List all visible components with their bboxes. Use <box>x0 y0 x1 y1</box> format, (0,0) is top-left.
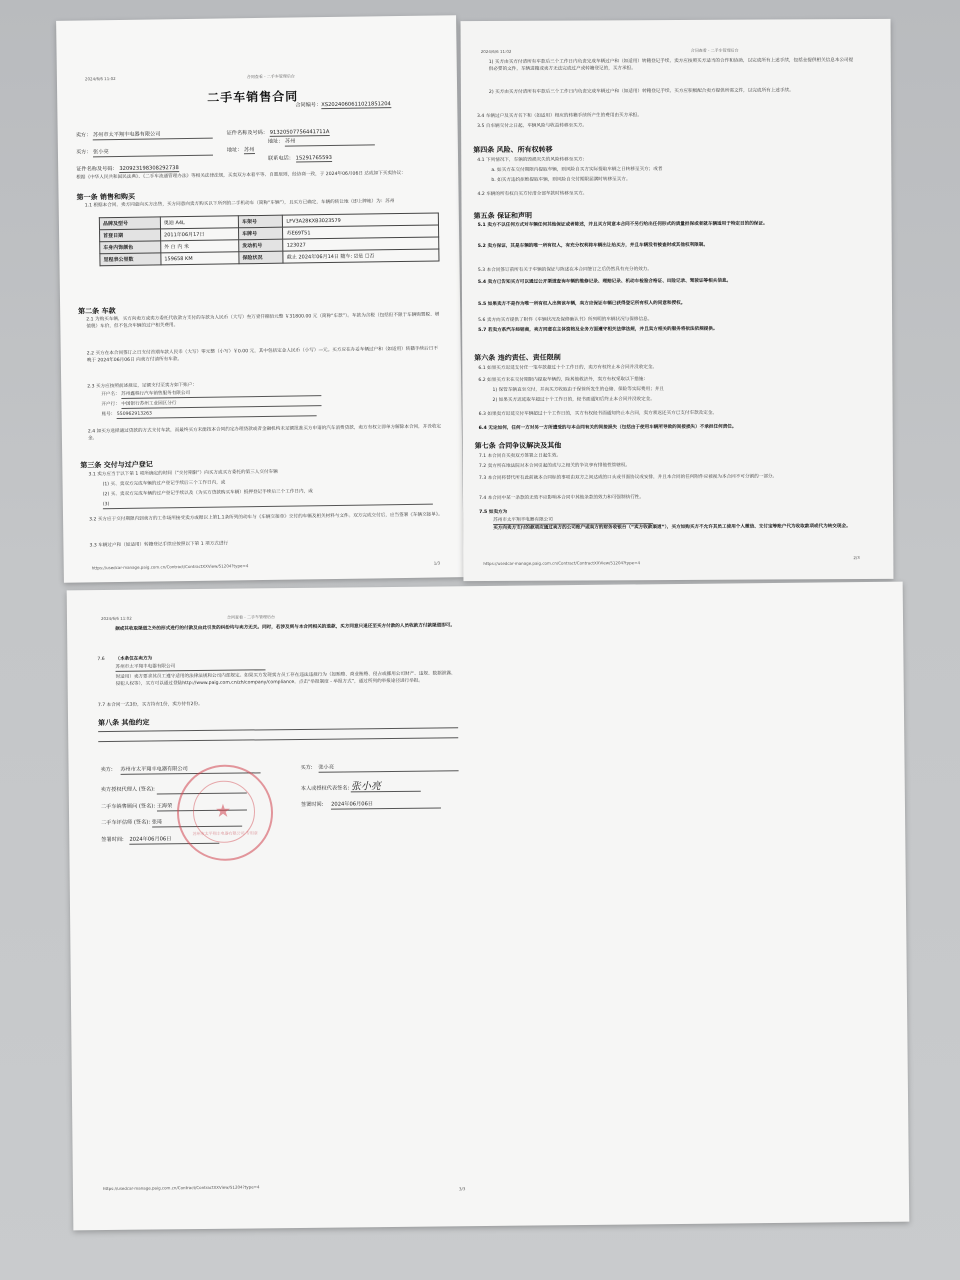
account-name-label: 开户名： <box>101 391 120 398</box>
contract-page-3 <box>67 582 910 1231</box>
article-4-heading: 第四条 风险、所有权转移 <box>473 145 553 155</box>
cert-label: 证件名称及号码： <box>226 129 269 137</box>
contract-no-row <box>295 100 391 109</box>
phone-row <box>268 154 332 163</box>
vehicle-key: 发动机号 <box>239 239 284 252</box>
print-date: 2024/6/6 11:02 <box>84 75 116 82</box>
print-date: 2024/6/6 11:02 <box>100 615 132 622</box>
page-number: 2/3 <box>853 555 860 561</box>
address-label: 地址： <box>267 138 284 145</box>
sign-seller-name: 苏州市太平翔丰电器有限公司 <box>120 764 260 774</box>
sign-buyer-signature-label: 本人或授权代表签名: <box>300 785 350 792</box>
print-date: 2024/6/6 11:02 <box>480 48 512 55</box>
sign-rep-label: 卖方授权代理人 (签名): <box>100 786 155 794</box>
sign-advisor-label: 二手车销售顾问 (签名): <box>100 803 156 811</box>
seller-name: 苏州市太平翔丰电器有限公司 <box>93 130 213 141</box>
footer-url: https://usedcar-manage.paig.com.cn/Contract/ContractXXView/51204?type=4 <box>91 563 249 571</box>
page-number: 3/3 <box>458 1186 466 1192</box>
contract-no: XS2024060611021851204 <box>321 101 391 109</box>
article-3-1: 3.1 卖方应当于以下第 1 项所确定的时间（“交付期限”）向买方或买方委托的第三人交付车辆 <box>88 469 278 478</box>
sign-seller-label: 卖方: <box>100 766 113 774</box>
article-4-1-b: b. 如买方违约拒绝提取车辆，则风险自交付期限届满时转移至买方。 <box>491 177 631 183</box>
phone-label: 联系电话： <box>268 155 295 162</box>
clause-3-5: 3.5 自车辆交付之日起，车辆风险与收益转移至买方。 <box>477 123 587 130</box>
article-7-heading: 第七条 合同争议解决及其他 <box>474 441 562 451</box>
article-5-heading: 第五条 保证和声明 <box>473 211 533 221</box>
contract-page-1 <box>56 15 464 583</box>
bank-label: 开户行： <box>101 401 120 408</box>
article-5-4: 5.4 卖方已告知买方可以通过公开渠道查询车辆的维修记录、理赔记录、机动车检验合格证、出险记录、驾驶证等相关信息。 <box>477 278 732 286</box>
clause-7-6-text: 时适用）卖方要求其员工遵守适用的法律法规和公司内部规定。如果买方发现卖方员工存在违法违规行为（如贿赂、商业贿赂、侵占或挪用公司财产、违规、数据泄露、侵犯人权等），买方可以通过登陆http://www.paig.com.cn/zh/company/compliance，点击“举报制度 - 举报方式”，通过所列的举报途径进行举报。 <box>115 671 456 687</box>
print-header: 合同查看 - 二手车管理后台 <box>690 47 739 53</box>
article-7-2: 7.2 卖方所在地法院对本合同引起的或与之相关的争议享有排他性管辖权。 <box>478 463 631 470</box>
clause-7-7: 7.7 本合同一式3份，买方持有1份，卖方持有2份。 <box>97 701 203 709</box>
sign-buyer-row <box>301 762 459 773</box>
article-6-3: 6.3 如果卖方迟延交付车辆超过十个工作日的，买方有权经书面通知终止本合同，卖方须返还买方已支付车款及定金。 <box>478 410 718 418</box>
vehicle-value: 奥迪 A4L <box>160 216 238 229</box>
contract-title: 二手车销售合同 <box>207 89 299 105</box>
article-4-2: 4.2 车辆的所有权自买方付清全部车款时转移至买方。 <box>477 191 588 198</box>
article-7-4: 7.4 本合同中某一条款的无效不应影响本合同中其他条款的效力和可强制执行性。 <box>479 495 645 502</box>
footer-url: https://usedcar-manage.paig.com.cn/Contract/ContractXXView/51204?type=4 <box>102 1184 260 1192</box>
article-3-2: 3.2 买方应于交付期限内到卖方的工作场所接受卖方或据以上第1.1条所列的动车与《车辆交接单》交付的车辆及相关材料与文件。双方完成交付后，应当签署《车辆交接单》。 <box>89 512 443 523</box>
article-7-5-text: 买方向卖方支付的款项应通过卖方的公司账户或卖方的财务收银台（“卖方收款渠道”），买方如购买方不允许其员工使用个人微信、支付宝等账户代为收取款项或代为转交现金。 <box>493 524 851 531</box>
cert-no: 91320507756441711A <box>269 129 330 136</box>
seller-address: 苏州 <box>285 136 375 146</box>
buyer-name: 张小亮 <box>93 147 213 158</box>
clause-7-6-number: 7.6 <box>97 657 105 663</box>
buyer-label: 买方： <box>75 149 92 156</box>
article-3-heading: 第三条 交付与过户登记 <box>80 460 153 470</box>
vehicle-key: 车身内饰颜色 <box>100 241 161 254</box>
vehicle-key: 品牌及型号 <box>99 217 160 230</box>
vehicle-key: 车牌号 <box>239 227 284 240</box>
article-2-3: 2.3 买方应按照前述规定，足额支付至卖方如下账户： <box>87 382 198 390</box>
sign-time-left-label: 签署时间: <box>101 836 124 844</box>
clause-3-3-1: 1) 买方由买方付清所有车款后三个工作日内负责完成车辆过户和（如适用）转籍登记手续，卖方应按照买方适当的合作和协助，以完成所有上述手续，包括金提供相关信息本公司提供必要的文件，车辆进籍或卖方无法完成过户或转籍登记的，买方承担。 <box>488 58 854 72</box>
vehicle-value: 159658 KM <box>161 252 239 265</box>
buyer-address: 苏州 <box>244 147 255 154</box>
account-name: 苏州鑫程行汽车销售服务有限公司 <box>121 388 321 399</box>
sign-buyer-label: 买方: <box>300 764 313 771</box>
article-6-2-1: 1) 保管车辆直至交付，并向买方收取由于保管所发生的仓储、保险等实际费用；并且 <box>492 387 665 393</box>
vehicle-key: 车架号 <box>238 215 283 228</box>
article-6-1: 6.1 如果买方迟延支付任一笔车款超过十个工作日的，卖方有权终止本合同并没收定金。 <box>478 365 658 372</box>
print-header: 合同查看 - 二手车管理后台 <box>246 73 295 80</box>
article-3-1-option-2: (2) 买、卖双方完成车辆的过户登记手续以及（为买方贷款购买车辆）抵押登记手续后三个工作日内，或 <box>102 489 313 498</box>
article-1-heading: 第一条 销售和购买 <box>76 192 136 202</box>
vehicle-key: 里程表公里数 <box>100 253 161 266</box>
article-8-line-1 <box>98 727 458 732</box>
buyer-row <box>76 143 446 157</box>
article-3-1-option-3: (3) <box>103 497 433 510</box>
article-7-5-company: 苏州市太平翔丰电器有限公司 <box>493 516 653 525</box>
article-2-heading: 第二条 车款 <box>78 307 116 316</box>
article-5-6: 5.6 卖方向买方提供了附件《车辆状况及保修确认书》所列明的车辆状况与保修信息。 <box>478 317 653 324</box>
intro-text: 根据《中华人民共和国民法典》、《二手车流通管理办法》等相关法律法规，买卖双方本着平等、自愿原则，经协商一致，于 2024年06月06日 达成如下买卖协议： <box>76 170 406 181</box>
article-5-1: 5.1 卖方不以任何方式对车辆任何其他保证或者陈述，并且买方同意本合同不另行给出任何形式的质量担保或者就车辆适用于特定目的的保证。 <box>477 221 768 229</box>
contract-page-2 <box>461 19 894 581</box>
id-label: 证件名称及号码： <box>76 165 118 173</box>
clause-7-5-continued: 据或其收取渠道之外的形式进行的付款及由此引发的纠纷均与卖方无关。同时，若涉及到与本合同相关的退款，买方同意只退还至买方付款的人员收款方付款渠道即可。 <box>115 623 456 632</box>
article-2-4: 2.4 如买方选择通过贷款的方式支付车款，而最终买方未能按本合同约定办理贷款或者金融机构未足额批准买方申请的汽车消费贷款，卖方有权立即单方解除本合同，并没收定金。 <box>87 424 442 442</box>
clause-3-4: 3.4 车辆过户及买方名下和（如适用）相应的转籍手续所产生的费用由买方承担。 <box>477 113 643 120</box>
vehicle-key: 首登日期 <box>100 229 161 242</box>
buyer-handwritten-signature: 张小亮 <box>351 783 421 793</box>
article-7-3: 7.3 本合同将替代所有此前就本合同标的事项由双方之间达成的口头或书面协议或安排，并且本合同的任何附件应被视为本合同不可分割的一部分。 <box>478 474 778 482</box>
id-row <box>76 164 179 173</box>
article-7-1: 7.1 本合同自买卖双方签署之日起生效。 <box>478 453 562 460</box>
account-no-label: 账号： <box>101 412 116 418</box>
vehicle-value: 123027 <box>283 237 439 251</box>
buyer-id: 320923198308292738 <box>119 165 179 172</box>
sign-time-right-label: 签署时间: <box>300 801 324 808</box>
article-4-1: 4.1 下列情况下，车辆的毁损灭失的风险转移至买方： <box>477 157 588 164</box>
sign-time-right-row <box>301 799 441 809</box>
vehicle-value: 苏E69T51 <box>283 225 439 239</box>
seller-label: 卖方： <box>75 132 92 139</box>
sign-buyer-signature-row <box>301 783 421 793</box>
clause-3-3-2: 2) 买方由买方付清所有车款后三个工作日内负责完成车辆过户和（如适用）转籍登记手续，买方应积极配合卖方提供所需文件，以完成所有上述手续。 <box>488 88 794 95</box>
account-no: 550962913263 <box>117 408 317 419</box>
contract-no-label: 合同编号： <box>295 102 322 109</box>
buyer-address-label: 地址： <box>226 147 243 154</box>
article-3-3: 3.3 车辆过户和（如适用）转籍登记手续应按照以下第 1 项方式进行 <box>89 541 229 549</box>
article-5-7: 5.7 若卖方系汽车经销商，卖方同意在主体资格及业务方面遵守相关法律法规，并且卖方相关的服务将依法依规提供。 <box>478 326 718 334</box>
article-1-text: 1.1 根据本合同，卖方同意向买方出售，买方同意向卖方购买以下所列的二手机动车（简称“车辆”），且买方已确定，车辆的转让地（即上牌地）为：苏州 <box>84 199 395 209</box>
article-6-2-2: 2) 如果买方迟延取车超过十个工作日的，经书面通知后终止本合同并没收定金。 <box>492 397 655 403</box>
sign-advisor-name: 王海荣 <box>157 802 247 812</box>
buyer-phone: 15291765593 <box>295 154 333 162</box>
article-2-1: 2.1 为购买车辆，买方向卖方或卖方委托代收款方支付的车款为人民币（大写）叁万壹仟捌佰元整 ￥31800.00 元（简称“车款”）。车款为含税（包括但不限于车辆购置税、增值税）车价，但不包含车辆的过户相关费用。 <box>86 312 440 330</box>
article-6-heading: 第六条 违约责任、责任限制 <box>474 353 561 363</box>
seal-star-icon: ★ <box>214 800 232 822</box>
vehicle-key: 保险状况 <box>239 251 284 264</box>
article-4-1-a: a. 如买方在交付期限内提取车辆，则风险自买方实际提取车辆之日转移至买方；或者 <box>491 167 663 173</box>
clause-7-6-company: 苏州市太平翔丰电器有限公司 <box>115 662 265 672</box>
seal-text: 苏州市太平翔丰电器有限公司 专用章 <box>192 830 258 837</box>
bank-name: 中国银行苏州工业园区分行 <box>121 398 321 409</box>
article-7-5: 7.5 如卖方为 <box>479 509 508 516</box>
clause-7-6-title: （本条仅在卖方为 <box>115 656 153 662</box>
article-5-3: 5.3 本合同签订前所有关于车辆的保证与陈述在本合同签订之后仍然具有充分的效力。 <box>477 267 653 274</box>
account-no-row <box>102 408 362 420</box>
vehicle-value: 2011年06月17日 <box>160 228 238 241</box>
article-2-2: 2.2 买方在本合同签订之日支付首期车款人民币（大写）零元整（小写）￥0.00 元，其中包括定金人民币（小写）—元。买方应在办妥车辆过户和（如适用）转籍手续后日不晚于 2024年06月06日 向卖方付清所有车款。 <box>86 346 438 364</box>
article-6-2: 6.2 如果买方未在交付期限内提取车辆的，除其他救济外，卖方有权采取以下措施： <box>478 377 648 384</box>
article-5-2: 5.2 卖方保证，其是车辆的唯一所有权人，有充分权利将车辆出让给买方，并且车辆没有被查封或其他权利限制。 <box>477 242 708 250</box>
sign-evaluator-label: 二手车评估师 (签名): <box>101 819 151 827</box>
article-8-heading: 第八条 其他约定 <box>98 718 150 728</box>
sign-buyer-name: 张小亮 <box>318 762 458 772</box>
seller-row <box>76 126 446 140</box>
article-3-1-option-1: (1) 买、卖双方完成车辆的过户登记手续后三个工作日内，或 <box>102 480 226 488</box>
sign-time-left: 2024年06月06日 <box>129 835 219 845</box>
vehicle-table <box>99 212 440 266</box>
vehicle-value: 截止 2024年06月14日 随车: ☑是 ☐否 <box>283 249 439 263</box>
article-6-4: 6.4 无论如何，任何一方对另一方所遭受的与本合同有关的间接损失（包括由于使用车辆所导致的间接损失）不承担任何责任。 <box>478 424 737 432</box>
vehicle-value: LFV3A28KXB3023579 <box>283 213 439 227</box>
article-5-5: 5.5 如果卖方不是作为唯一所有权人出售该车辆，卖方应保证车辆已获得登记所有权人的同意和授权。 <box>478 300 686 308</box>
page-number: 1/3 <box>433 560 441 566</box>
sign-time-right: 2024年06月06日 <box>331 799 441 809</box>
sign-evaluator-name: 张琦 <box>152 818 242 828</box>
footer-url: https://usedcar-manage.paig.com.cn/Contract/ContractXXView/51204?type=4 <box>483 560 641 567</box>
vehicle-value: 外 白 内 米 <box>161 240 239 253</box>
article-8-line-2 <box>98 737 458 742</box>
company-seal <box>177 764 274 861</box>
print-header: 合同查看 - 二手车管理后台 <box>226 614 275 620</box>
